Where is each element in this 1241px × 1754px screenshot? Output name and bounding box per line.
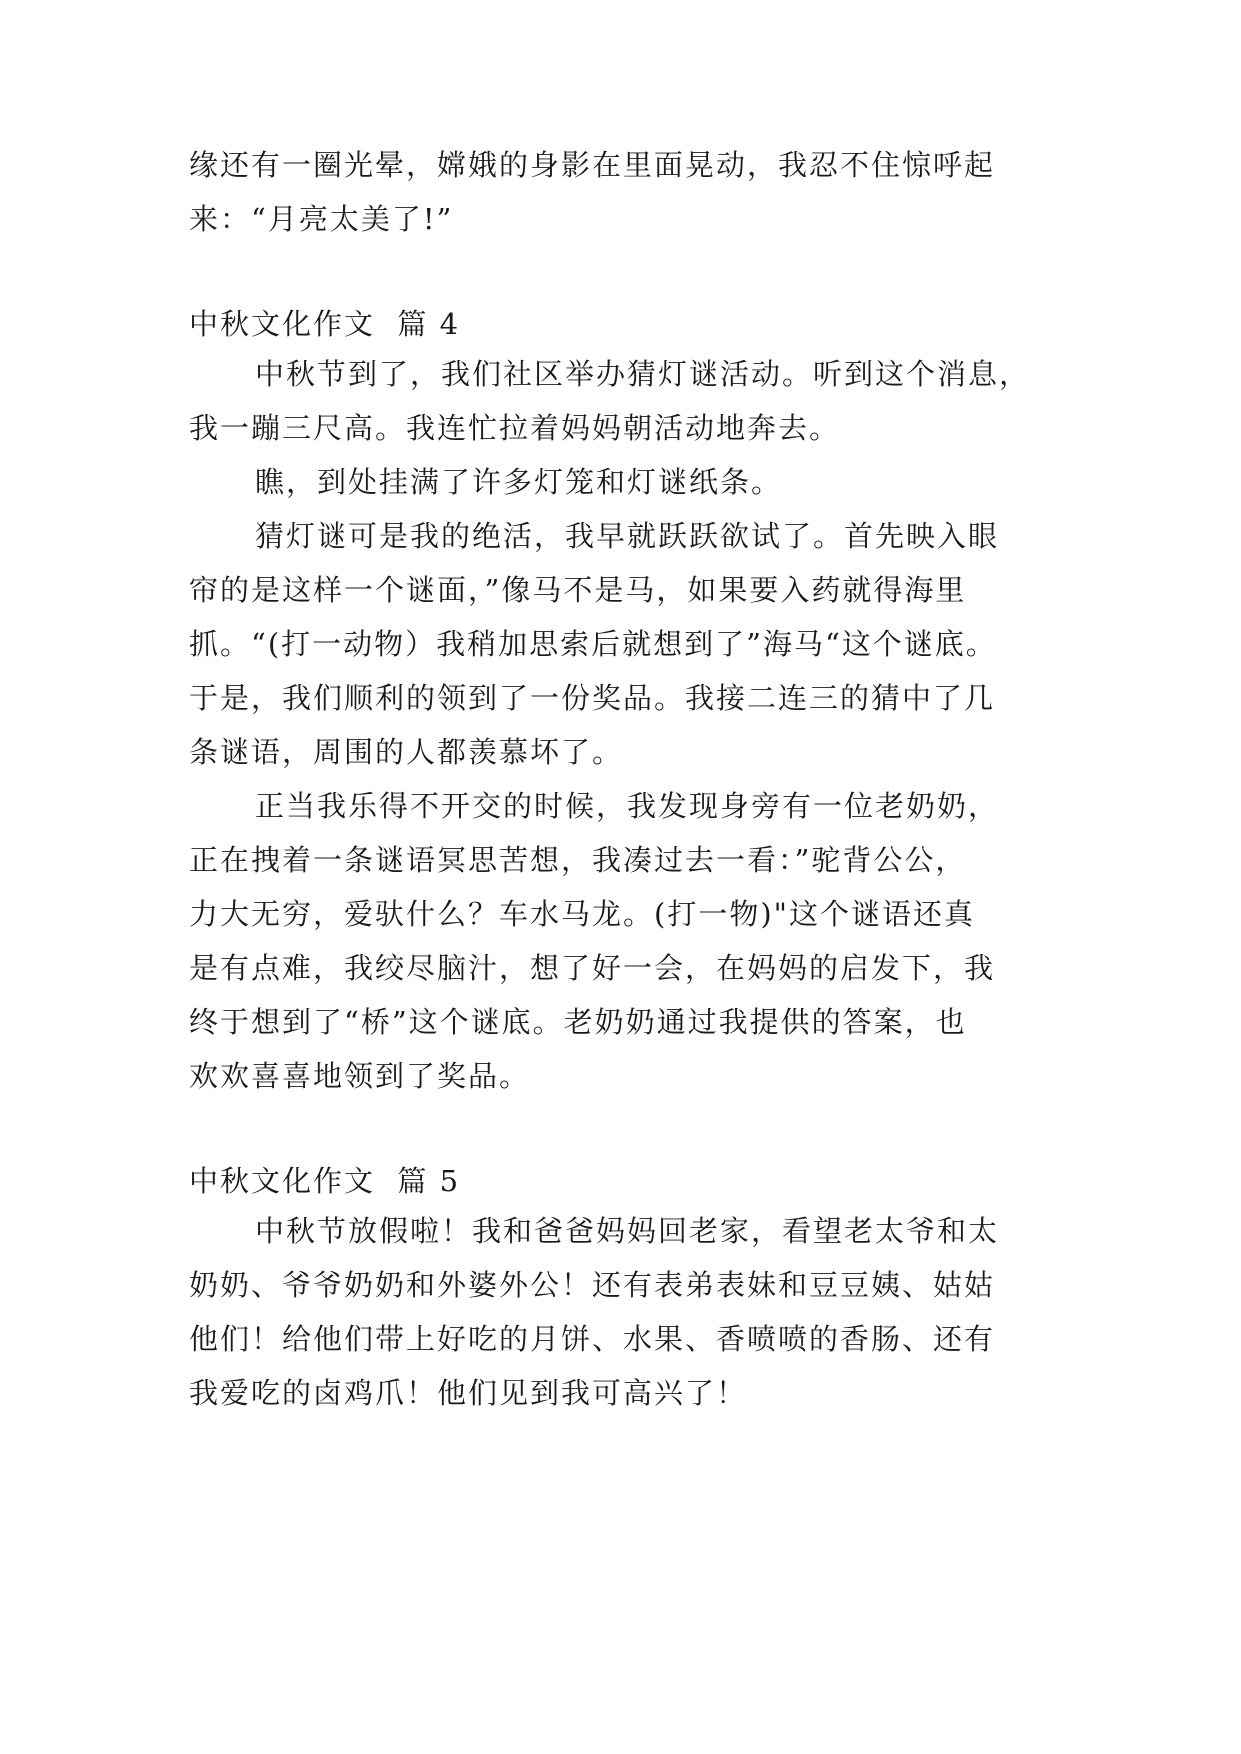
paragraph-line: 缘还有一圈光晕，嫦娥的身影在里面晃动，我忍不住惊呼起 [189,148,996,182]
paragraph-line: 中秋节到了，我们社区举办猜灯谜活动。听到这个消息， [255,357,1031,391]
paragraph-line: 条谜语，周围的人都羡慕坏了。 [189,735,624,769]
paragraph-line: 他们！给他们带上好吃的月饼、水果、香喷喷的香肠、还有 [189,1322,996,1356]
paragraph-line: 我爱吃的卤鸡爪！他们见到我可高兴了！ [189,1376,748,1410]
paragraph-line: 帘的是这样一个谜面，”像马不是马，如果要入药就得海里 [189,573,967,607]
paragraph-line: 正在拽着一条谜语冥思苦想，我凑过去一看：”驼背公公， [189,843,967,877]
paragraph-line: 瞧，到处挂满了许多灯笼和灯谜纸条。 [255,465,783,499]
paragraph-line: 我一蹦三尺高。我连忙拉着妈妈朝活动地奔去。 [189,411,841,445]
paragraph-line: 奶奶、爷爷奶奶和外婆外公！还有表弟表妹和豆豆姨、姑姑 [189,1268,996,1302]
paragraph-line: 力大无穷，爱驮什么？车水马龙。(打一物)"这个谜语还真 [189,897,975,931]
section-heading: 中秋文化作文 篇 4 [189,307,461,341]
paragraph-line: 来：“月亮太美了!” [189,202,454,236]
section-heading: 中秋文化作文 篇 5 [189,1164,461,1198]
paragraph-line: 抓。“(打一动物）我稍加思索后就想到了”海马“这个谜底。 [189,627,997,661]
paragraph-line: 欢欢喜喜地领到了奖品。 [189,1059,531,1093]
paragraph-line: 是有点难，我绞尽脑汁，想了好一会，在妈妈的启发下，我 [189,951,996,985]
paragraph-line: 正当我乐得不开交的时候，我发现身旁有一位老奶奶， [255,789,1000,823]
paragraph-line: 中秋节放假啦！我和爸爸妈妈回老家，看望老太爷和太 [255,1214,1000,1248]
paragraph-line: 于是，我们顺利的领到了一份奖品。我接二连三的猜中了几 [189,681,996,715]
paragraph-line: 终于想到了“桥”这个谜底。老奶奶通过我提供的答案，也 [189,1005,967,1039]
paragraph-line: 猜灯谜可是我的绝活，我早就跃跃欲试了。首先映入眼 [255,519,1000,553]
